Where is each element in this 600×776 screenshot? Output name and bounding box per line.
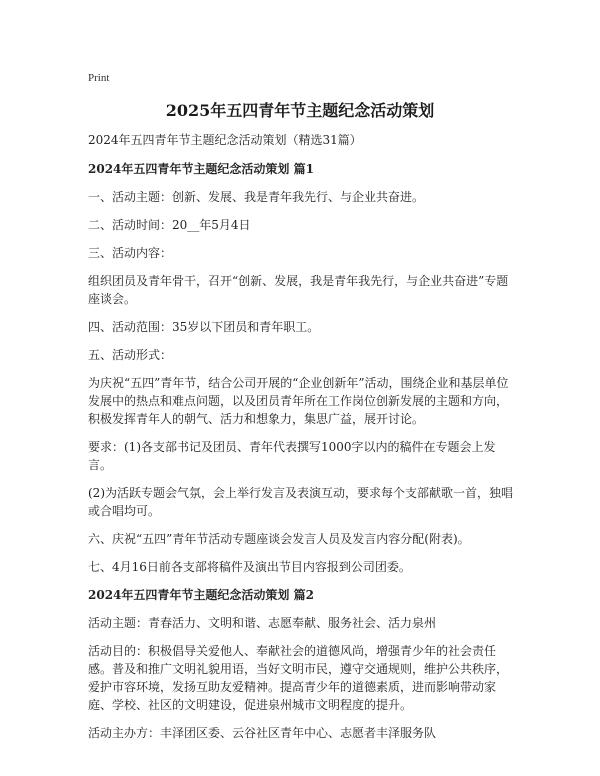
- document-body: [88, 131, 516, 752]
- paragraph: (2)为活跃专题会气氛，会上举行发言及表演互动，要求每个支部献歌一首，独唱或合唱均可。: [88, 486, 514, 518]
- paragraph: 活动目的：积极倡导关爱他人、奉献社会的道德风尚，增强青少年的社会责任感。普及和推广文明礼貌用语，当好文明市民，遵守交通规则，维护公共秩序，爱护市容环境，发扬互助友爱精神。提高青少年的道德素质，进而影响带动家庭、学校、社区的文明建设，促进泉州城市文明程度的提升。: [88, 644, 509, 712]
- section-heading-1: 2024年五四青年节主题纪念活动策划 篇1: [88, 162, 314, 176]
- paragraph: 四、活动范围：35岁以下团员和青年职工。: [88, 320, 320, 334]
- page-title: 2025年五四青年节主题纪念活动策划: [165, 101, 435, 120]
- paragraph: 三、活动内容：: [88, 246, 173, 260]
- paragraph: 活动主题：青春活力、文明和谐、志愿奉献、服务社会、活力泉州: [88, 616, 437, 630]
- print-label[interactable]: Print: [88, 72, 110, 84]
- paragraph: 要求：(1)各支部书记及团员、青年代表撰写1000字以内的稿件在专题会上发言。: [88, 440, 496, 472]
- paragraph: 组织团员及青年骨干，召开“创新、发展，我是青年我先行，与企业共奋进”专题座谈会。: [88, 274, 509, 306]
- paragraph: 二、活动时间：20__年5月4日: [88, 218, 251, 232]
- paragraph: 一、活动主题：创新、发展、我是青年我先行、与企业共奋进。: [88, 190, 425, 204]
- paragraph: 六、庆祝“五四”青年节活动专题座谈会发言人员及发言内容分配(附表)。: [88, 532, 470, 546]
- section-heading-2: 2024年五四青年节主题纪念活动策划 篇2: [88, 588, 314, 602]
- document-subtitle: 2024年五四青年节主题纪念活动策划（精选31篇）: [88, 133, 362, 147]
- paragraph: 活动主办方：丰泽团区委、云谷社区青年中心、志愿者丰泽服务队: [88, 726, 437, 740]
- paragraph: 五、活动形式：: [88, 348, 173, 362]
- paragraph: 七、4月16日前各支部将稿件及演出节目内容报到公司团委。: [88, 560, 411, 574]
- paragraph: 为庆祝“五四”青年节，结合公司开展的“企业创新年”活动，围绕企业和基层单位发展中的热点和难点问题，以及团员青年所在工作岗位创新发展的主题和方向，积极发挥青年人的朝气、活力和想象力，集思广益，展开讨论。: [88, 376, 509, 426]
